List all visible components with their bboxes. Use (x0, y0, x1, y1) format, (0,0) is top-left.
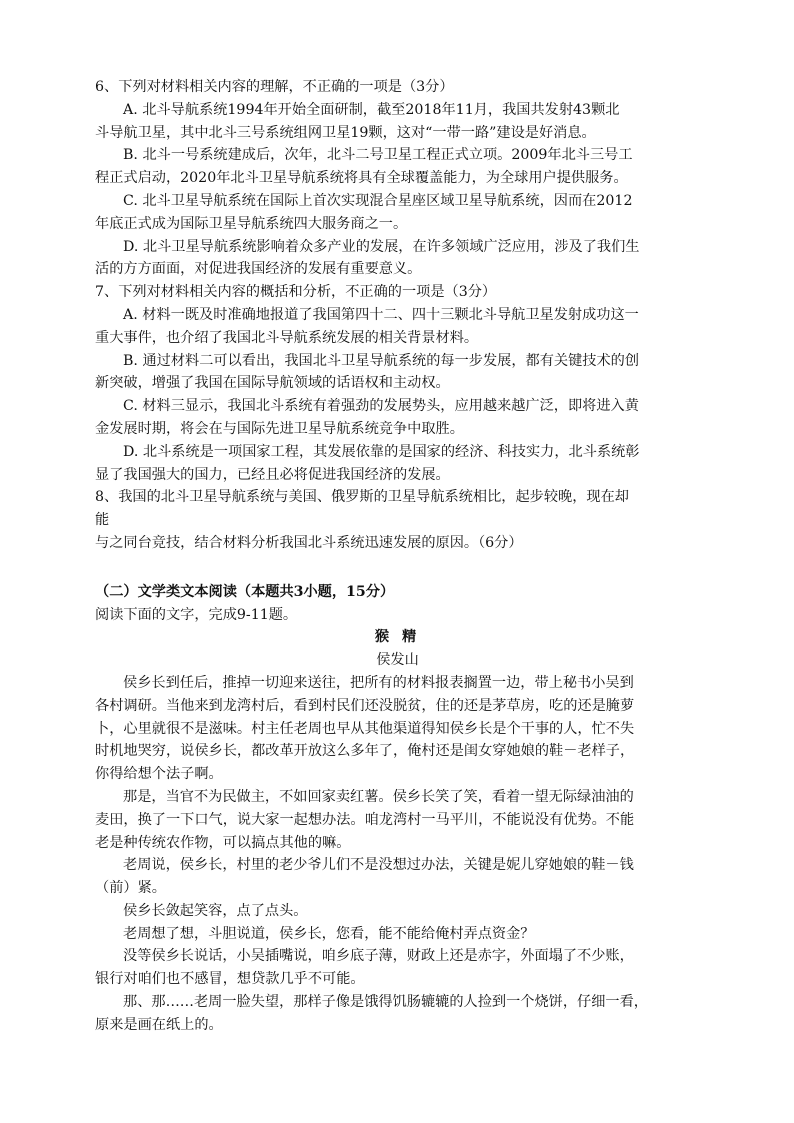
story-p1-line4: 时机地哭穷，说侯乡长，都改革开放这么多年了，俺村还是闺女穿她娘的鞋－老样子， (95, 743, 635, 760)
q6-option-c-line2: 年底正式成为国际卫星导航系统四大服务商之一。 (95, 215, 408, 232)
story-p1-line3: 卜，心里就很不是滋味。村主任老周也早从其他渠道得知侯乡长是个干事的人，忙不失 (95, 720, 635, 737)
q6-option-a-line2: 斗导航卫星，其中北斗三号系统组网卫星19颗，这对“一带一路”建设是好消息。 (95, 124, 596, 141)
story-p6-line2: 银行对咱们也不感冒，想贷款几乎不可能。 (95, 971, 365, 988)
section-gap (95, 555, 700, 581)
story-p3-line1: 老周说，侯乡长，村里的老少爷儿们不是没想过办法，关键是妮儿穿她娘的鞋－钱 (123, 857, 634, 874)
story-p6-line1: 没等侯乡长说话，小吴插嘴说，咱乡底子薄，财政上还是赤字，外面塌了不少账， (123, 948, 634, 965)
q6-option-b-line1: B. 北斗一号系统建成后，次年，北斗二号卫星工程正式立项。2009年北斗三号工 (123, 147, 633, 164)
story-p2-line2: 麦田，换了一下口气，说大家一起想办法。咱龙湾村一马平川，不能说没有优势。不能 (95, 811, 635, 828)
q7-option-d-line2: 显了我国强大的国力，已经且必将促进我国经济的发展。 (95, 466, 450, 483)
section-2-instruction: 阅读下面的文字，完成9-11题。 (95, 606, 298, 623)
q7-option-c-line1: C. 材料三显示，我国北斗系统有着强劲的发展势头，应用越来越广泛，即将进入黄 (123, 398, 639, 415)
document-page (95, 76, 700, 1037)
story-p2-line1: 那是，当官不为民做主，不如回家卖红薯。侯乡长笑了笑，看着一望无际绿油油的 (123, 788, 634, 805)
story-p2-line3: 老是种传统农作物，可以搞点其他的嘛。 (95, 834, 351, 851)
story-p7-line1: 那、那……老周一脸失望，那样子像是饿得饥肠辘辘的人捡到一个烧饼，仔细一看， (123, 994, 648, 1011)
story-p3-line2: （前）紧。 (95, 880, 166, 897)
question-8-line1: 8、我国的北斗卫星导航系统与美国、俄罗斯的卫星导航系统相比，起步较晚，现在却 (95, 489, 629, 506)
question-8-line3: 与之同台竞技，结合材料分析我国北斗系统迅速发展的原因。（6分） (95, 534, 523, 551)
story-p7-line2: 原来是画在纸上的。 (95, 1016, 223, 1033)
question-7-stem: 7、下列对材料相关内容的概括和分析，不正确的一项是（3分） (95, 284, 497, 301)
q7-option-d-line1: D. 北斗系统是一项国家工程，其发展依靠的是国家的经济、科技实力，北斗系统彰 (123, 443, 640, 460)
story-p1-line2: 各村调研。当他来到龙湾村后，看到村民们还没脱贫，住的还是茅草房，吃的还是腌萝 (95, 697, 635, 714)
q6-option-a-line1: A. 北斗导航系统1994年开始全面研制，截至2018年11月，我国共发射43颗北 (123, 101, 620, 118)
q6-option-d-line1: D. 北斗卫星导航系统影响着众多产业的发展，在许多领域广泛应用，涉及了我们生 (123, 238, 640, 255)
q7-option-b-line2: 新突破，增强了我国在国际导航领域的话语权和主动权。 (95, 375, 450, 392)
story-p4-line1: 侯乡长敛起笑容，点了点头。 (123, 902, 308, 919)
story-p1-line5: 你得给想个法子啊。 (95, 766, 223, 783)
q7-option-a-line1: A. 材料一既及时准确地报道了我国第四十二、四十三颗北斗导航卫星发射成功这一 (123, 306, 639, 323)
story-p1-line1: 侯乡长到任后，推掉一切迎来送往，把所有的材料报表搁置一边，带上秘书小吴到 (123, 674, 634, 691)
section-2-title: （二）文学类文本阅读（本题共3小题，15分） (95, 583, 395, 600)
question-6-stem: 6、下列对材料相关内容的理解，不正确的一项是（3分） (95, 79, 454, 95)
story-title: 猴 精 (374, 629, 421, 646)
story-author: 侯发山 (376, 652, 419, 669)
story-p5-line1: 老周想了想，斗胆说道，侯乡长，您看，能不能给俺村弄点资金？ (123, 925, 535, 942)
q6-option-c-line1: C. 北斗卫星导航系统在国际上首次实现混合星座区域卫星导航系统，因而在2012 (123, 192, 633, 209)
question-8-line2: 能 (95, 512, 110, 529)
q7-option-c-line2: 金发展时期，将会在与国际先进卫星导航系统竞争中取胜。 (95, 420, 464, 437)
q6-option-b-line2: 程正式启动，2020年北斗卫星导航系统将具有全球覆盖能力，为全球用户提供服务。 (95, 170, 628, 187)
q7-option-b-line1: B. 通过材料二可以看出，我国北斗卫星导航系统的每一步发展，都有关键技术的创 (123, 352, 640, 369)
q6-option-d-line2: 活的方方面面，对促进我国经济的发展有重要意义。 (95, 261, 422, 278)
q7-option-a-line2: 重大事件，也介绍了我国北斗导航系统发展的相关背景材料。 (95, 329, 479, 346)
